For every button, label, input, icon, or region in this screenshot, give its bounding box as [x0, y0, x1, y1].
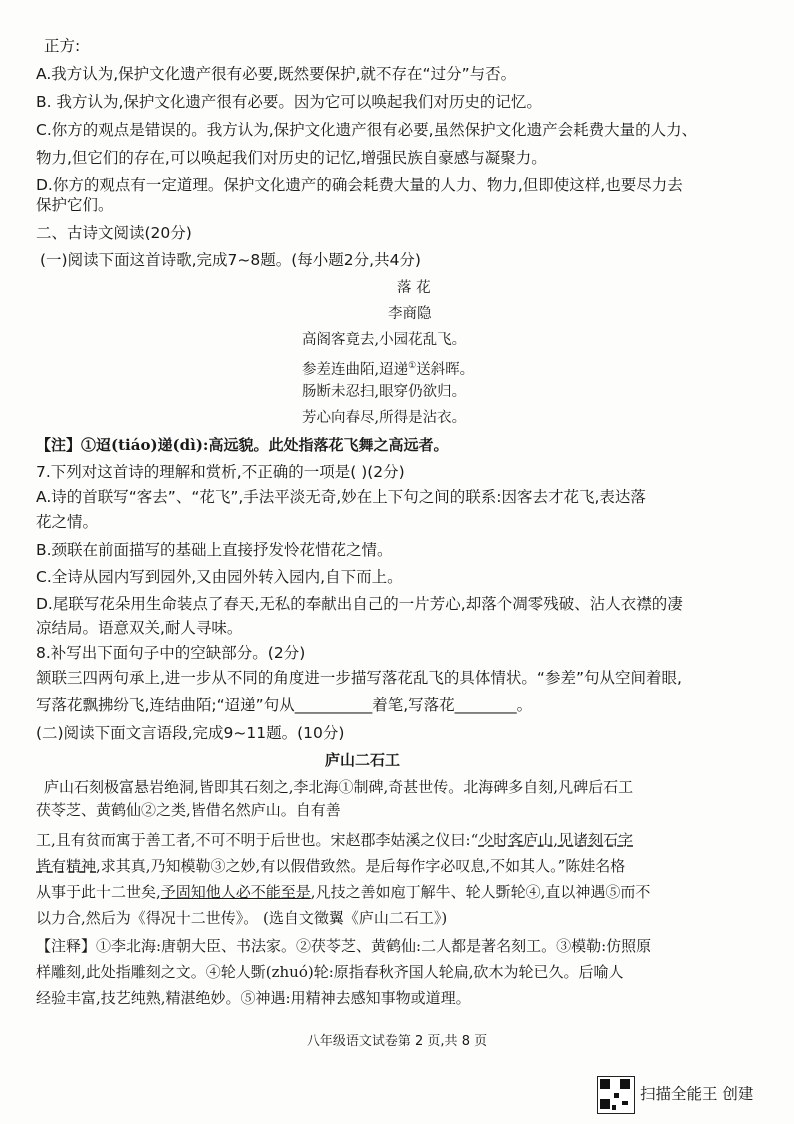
passage-line: 茯苓芝、黄鹤仙②之类,皆借名然庐山。自有善 — [36, 801, 341, 819]
q7-option-d-cont: 凉结局。语意双关,耐人寻味。 — [36, 619, 243, 637]
passage-line: 庐山石刻极富悬岩绝洞,皆即其石刻之,李北海①制碑,奇甚世传。北海碑多自刻,凡碑后石工 — [44, 778, 634, 796]
poem-line-part: 参差连曲陌,迢递 — [302, 361, 409, 378]
text-segment: 从事于此十二世矣, — [36, 883, 161, 901]
note-mark: ① — [408, 361, 417, 371]
option-a: A.我方认为,保护文化遗产很有必要,既然要保护,就不存在“过分”与否。 — [36, 65, 517, 83]
passage-line — [36, 882, 650, 902]
subsection-heading: (一)阅读下面这首诗歌,完成7~8题。(每小题2分,共4分) — [40, 251, 421, 269]
option-d-cont: 保护它们。 — [36, 196, 114, 214]
poem-note: 【注】①迢(tiáo)递(dì):高远貌。此处指落花飞舞之高远者。 — [36, 436, 449, 454]
text-line: 正方: — [44, 37, 81, 55]
q7-option-d: D.尾联写花朵用生命装点了春天,无私的奉献出自己的一片芳心,却落个凋零残破、沾人衣襟的凄 — [36, 595, 683, 613]
underlined-sentence: 皆有精神 — [36, 857, 97, 875]
passage-source: 以力合,然后为《得况十二世传》。 (选自文徵翼《庐山二石工》) — [36, 909, 448, 927]
q8-text: 颔联三四两句承上,进一步从不同的角度进一步描写落花乱飞的具体情状。“参差”句从空间着眼, — [36, 669, 682, 687]
subsection-heading-2: (二)阅读下面文言语段,完成9~11题。(10分) — [36, 724, 345, 742]
option-c: C.你方的观点是错误的。我方认为,保护文化遗产很有必要,虽然保护文化遗产会耗费大量的人力、 — [36, 121, 698, 139]
passage-notes: 经验丰富,技艺纯熟,精湛绝妙。⑤神遇:用精神去感知事物或道理。 — [36, 989, 471, 1007]
q8-text-blanks: 写落花飘拂纷飞,连结曲陌;“迢递”句从__________着笔,写落花________。 — [36, 696, 533, 714]
poem-line-part: 送斜晖。 — [416, 361, 475, 378]
option-c-cont: 物力,但它们的存在,可以唤起我们对历史的记忆,增强民族自豪感与凝聚力。 — [36, 149, 547, 167]
passage-notes: 样雕刻,此处指雕刻之文。④轮人斲(zhuó)轮:原指春秋齐国人轮扁,砍木为轮已久。后喻人 — [36, 963, 624, 981]
section-heading: 二、古诗文阅读(20分) — [36, 224, 192, 242]
underlined-sentence: 予固知他人必不能至是 — [160, 883, 311, 901]
qr-code-icon — [597, 1076, 635, 1114]
passage-line — [36, 856, 625, 876]
option-d: D.你方的观点有一定道理。保护文化遗产的确会耗费大量的人力、物力,但即使这样,也要尽力去 — [36, 176, 683, 194]
passage-notes: 【注释】①李北海:唐朝大臣、书法家。②茯苓芝、黄鹤仙:二人都是著名刻工。③模勒:仿照原 — [36, 937, 652, 955]
text-segment: 工,且有贫而寓于善工者,不可不明于后世也。宋赵郡李姑溪之仪曰:“ — [36, 831, 479, 849]
poem-title: 落 花 — [397, 280, 431, 296]
page-footer: 八年级语文试卷第 2 页,共 8 页 — [306, 1034, 488, 1049]
poem-line: 肠断未忍扫,眼穿仍欲归。 — [302, 384, 467, 400]
poem-line: 芳心向春尽,所得是沾衣。 — [302, 410, 467, 426]
passage-title: 庐山二石工 — [325, 751, 401, 769]
underlined-sentence: 少时客庐山,见诸刻石字 — [478, 831, 634, 849]
q7-option-a-cont: 花之情。 — [36, 513, 99, 531]
q7-option-b: B.颈联在前面描写的基础上直接抒发怜花惜花之情。 — [36, 541, 393, 559]
scanner-watermark: 扫描全能王 创建 — [640, 1085, 754, 1103]
q7-option-a: A.诗的首联写“客去”、“花飞”,手法平淡无奇,妙在上下句之间的联系:因客去才花飞,表达落 — [36, 488, 646, 506]
q7-option-c: C.全诗从园内写到园外,又由园外转入园内,自下而上。 — [36, 568, 403, 586]
question-7: 7.下列对这首诗的理解和赏析,不正确的一项是( )(2分) — [36, 463, 405, 481]
passage-line — [36, 830, 633, 850]
poem-author: 李商隐 — [388, 306, 432, 322]
text-segment: ,求其真,乃知模勒③之妙,有以假借致然。是后每作字必叹息,不如其人。”陈娃名格 — [96, 857, 626, 875]
option-b: B. 我方认为,保护文化遗产很有必要。因为它可以唤起我们对历史的记忆。 — [36, 93, 542, 111]
poem-line — [302, 356, 474, 380]
poem-line: 高阁客竟去,小园花乱飞。 — [302, 332, 467, 348]
question-8: 8.补写出下面句子中的空缺部分。(2分) — [36, 644, 306, 662]
text-segment: ,凡技之善如庖丁解牛、轮人斲轮④,直以神遇⑤而不 — [310, 883, 651, 901]
